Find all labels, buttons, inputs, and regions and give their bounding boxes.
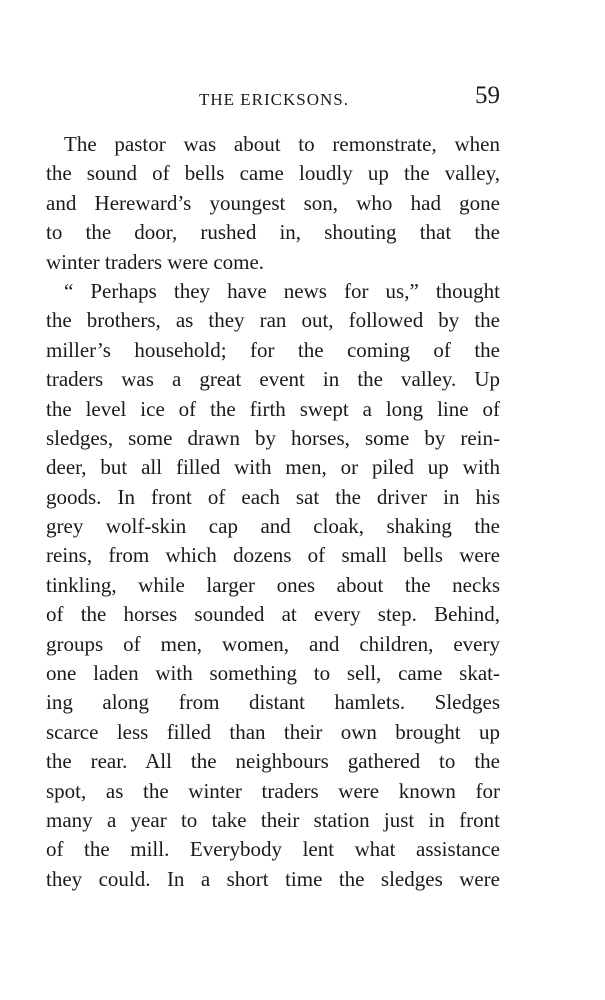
text-line: of the horses sounded at every step. Behind,: [46, 602, 500, 627]
text-line: one laden with something to sell, came skat-: [46, 661, 500, 686]
text-line: the brothers, as they ran out, followed by the: [46, 308, 500, 333]
text-line: winter traders were come.: [46, 249, 265, 274]
text-line: tinkling, while larger ones about the necks: [46, 572, 500, 597]
text-line: grey wolf-skin cap and cloak, shaking the: [46, 514, 500, 539]
text-line: reins, from which dozens of small bells were: [46, 543, 500, 568]
text-line: goods. In front of each sat the driver in his: [46, 484, 500, 509]
text-line: ing along from distant hamlets. Sledges: [46, 690, 500, 715]
text-line: miller’s household; for the coming of the: [46, 337, 500, 362]
text-line: scarce less filled than their own brought up: [46, 719, 500, 744]
text-line: The pastor was about to remonstrate, when: [64, 132, 500, 156]
text-line: many a year to take their station just in front: [46, 807, 500, 832]
text-line: spot, as the winter traders were known for: [46, 778, 500, 803]
page-number: 59: [475, 82, 500, 109]
text-line: traders was a great event in the valley. Up: [46, 367, 500, 392]
body-text: [46, 130, 500, 894]
running-head: [46, 82, 500, 118]
text-line: “ Perhaps they have news for us,” thought: [64, 278, 500, 303]
text-line: of the mill. Everybody lent what assistance: [46, 837, 500, 862]
text-line: they could. In a short time the sledges were: [46, 866, 500, 891]
text-line: to the door, rushed in, shouting that the: [46, 220, 500, 245]
text-line: deer, but all filled with men, or piled up with: [46, 455, 500, 480]
text-line: the rear. All the neighbours gathered to the: [46, 749, 500, 774]
text-line: the sound of bells came loudly up the valley,: [46, 161, 500, 186]
text-line: and Hereward’s youngest son, who had gone: [46, 190, 500, 215]
text-line: the level ice of the firth swept a long line of: [46, 396, 500, 421]
running-title: THE ERICKSONS.: [198, 90, 349, 109]
text-line: groups of men, women, and children, every: [46, 631, 500, 656]
text-line: sledges, some drawn by horses, some by rein-: [46, 425, 500, 450]
